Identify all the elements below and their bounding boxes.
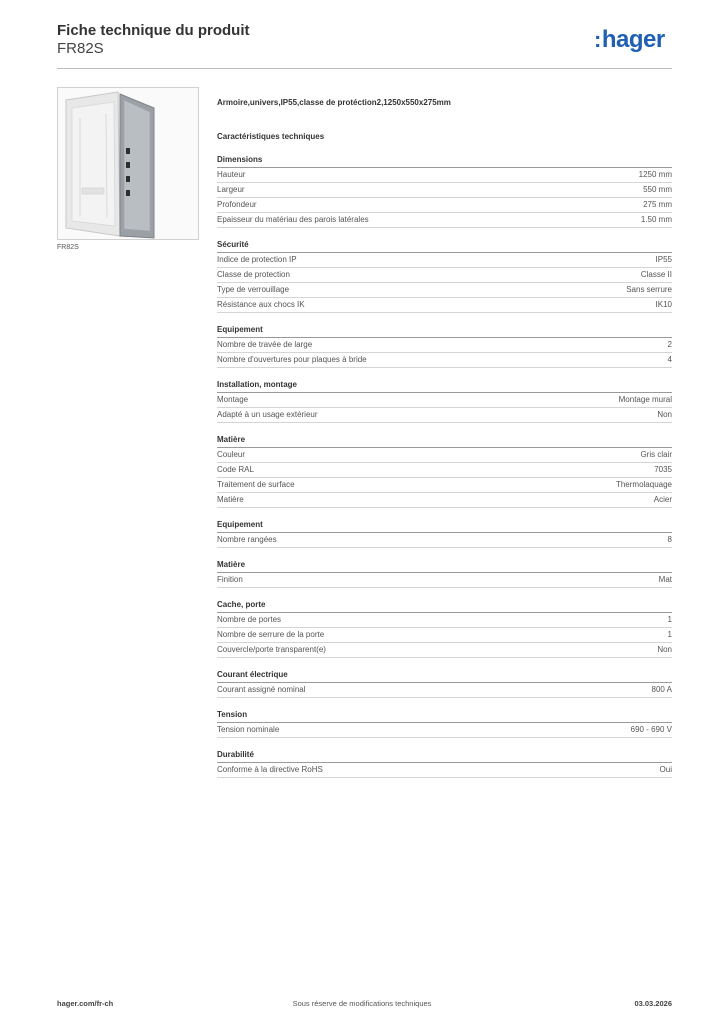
spec-value: 800 A <box>651 685 672 694</box>
spec-section <box>217 433 672 508</box>
spec-value: 7035 <box>654 465 672 474</box>
spec-row <box>217 628 672 643</box>
section-heading: Matière <box>217 433 672 448</box>
section-heading: Matière <box>217 558 672 573</box>
spec-label: Traitement de surface <box>217 480 295 489</box>
spec-value: 1250 mm <box>638 170 672 179</box>
spec-row <box>217 463 672 478</box>
spec-label: Nombre rangées <box>217 535 277 544</box>
spec-label: Tension nominale <box>217 725 280 734</box>
section-heading: Courant électrique <box>217 668 672 683</box>
spec-row <box>217 613 672 628</box>
spec-label: Nombre de travée de large <box>217 340 313 349</box>
footer-date: 03.03.2026 <box>634 999 672 1008</box>
spec-label: Epaisseur du matériau des parois latérales <box>217 215 369 224</box>
spec-label: Courant assigné nominal <box>217 685 306 694</box>
characteristics-title: Caractéristiques techniques <box>217 132 325 141</box>
spec-value: Montage mural <box>618 395 672 404</box>
spec-row <box>217 533 672 548</box>
spec-label: Adapté à un usage extérieur <box>217 410 318 419</box>
spec-label: Nombre de portes <box>217 615 282 624</box>
spec-value: 2 <box>667 340 672 349</box>
spec-content <box>217 97 672 778</box>
spec-row <box>217 353 672 368</box>
section-heading: Dimensions <box>217 153 672 168</box>
footer-website: hager.com/fr-ch <box>57 999 114 1008</box>
spec-row <box>217 298 672 313</box>
footer-notice: Sous réserve de modifications techniques <box>292 999 432 1008</box>
spec-value: 4 <box>667 355 672 364</box>
spec-label: Conforme à la directive RoHS <box>217 765 323 774</box>
spec-value: 1.50 mm <box>640 215 672 224</box>
spec-value: Acier <box>653 495 672 504</box>
spec-value: Thermolaquage <box>615 480 672 489</box>
spec-row <box>217 683 672 698</box>
spec-section <box>217 748 672 778</box>
spec-label: Montage <box>217 395 249 404</box>
section-heading: Equipement <box>217 323 672 338</box>
logo-colon-mark: : <box>594 27 601 52</box>
spec-value: Mat <box>658 575 672 584</box>
spec-row <box>217 408 672 423</box>
spec-value: Oui <box>659 765 672 774</box>
spec-label: Résistance aux chocs IK <box>217 300 305 309</box>
spec-row <box>217 198 672 213</box>
spec-section <box>217 378 672 423</box>
spec-section <box>217 153 672 228</box>
spec-row <box>217 493 672 508</box>
spec-section <box>217 518 672 548</box>
spec-value: Sans serrure <box>626 285 672 294</box>
spec-value: 275 mm <box>643 200 672 209</box>
spec-value: 8 <box>667 535 672 544</box>
spec-row <box>217 183 672 198</box>
spec-row <box>217 268 672 283</box>
spec-sections <box>217 153 672 778</box>
spec-row <box>217 478 672 493</box>
section-heading: Cache, porte <box>217 598 672 613</box>
spec-label: Matière <box>217 495 244 504</box>
spec-row <box>217 168 672 183</box>
spec-row <box>217 763 672 778</box>
section-heading: Equipement <box>217 518 672 533</box>
spec-label: Finition <box>217 575 243 584</box>
spec-label: Classe de protection <box>217 270 290 279</box>
section-heading: Installation, montage <box>217 378 672 393</box>
logo-text: hager <box>601 26 665 53</box>
hager-logo <box>594 28 665 52</box>
spec-label: Couvercle/porte transparent(e) <box>217 645 326 654</box>
spec-row <box>217 213 672 228</box>
spec-row <box>217 448 672 463</box>
spec-section <box>217 708 672 738</box>
spec-label: Type de verrouillage <box>217 285 290 294</box>
spec-label: Couleur <box>217 450 246 459</box>
spec-value: Gris clair <box>640 450 672 459</box>
spec-row <box>217 338 672 353</box>
header-divider <box>57 68 672 69</box>
spec-value: IP55 <box>655 255 672 264</box>
spec-section <box>217 598 672 658</box>
spec-value: 1 <box>667 615 672 624</box>
spec-label: Hauteur <box>217 170 246 179</box>
spec-row <box>217 393 672 408</box>
spec-label: Profondeur <box>217 200 257 209</box>
section-heading: Tension <box>217 708 672 723</box>
page-title: Fiche technique du produit <box>57 22 250 39</box>
product-image <box>57 87 199 240</box>
spec-row <box>217 253 672 268</box>
spec-value: IK10 <box>655 300 672 309</box>
spec-value: Non <box>657 645 672 654</box>
section-heading: Durabilité <box>217 748 672 763</box>
spec-label: Indice de protection IP <box>217 255 297 264</box>
spec-label: Largeur <box>217 185 245 194</box>
spec-value: 690 - 690 V <box>630 725 672 734</box>
section-heading: Sécurité <box>217 238 672 253</box>
cabinet-illustration <box>58 88 198 239</box>
spec-label: Nombre de serrure de la porte <box>217 630 325 639</box>
spec-value: Classe II <box>640 270 672 279</box>
spec-value: 550 mm <box>643 185 672 194</box>
spec-section <box>217 668 672 698</box>
spec-row <box>217 723 672 738</box>
image-caption: FR82S <box>57 244 79 251</box>
spec-label: Code RAL <box>217 465 254 474</box>
spec-section <box>217 558 672 588</box>
spec-value: Non <box>657 410 672 419</box>
spec-value: 1 <box>667 630 672 639</box>
product-reference: FR82S <box>57 40 104 57</box>
spec-label: Nombre d'ouvertures pour plaques à bride <box>217 355 367 364</box>
spec-row <box>217 643 672 658</box>
spec-section <box>217 323 672 368</box>
product-description: Armoire,univers,IP55,classe de protéction2,1250x550x275mm <box>217 98 451 107</box>
spec-row <box>217 573 672 588</box>
spec-section <box>217 238 672 313</box>
spec-row <box>217 283 672 298</box>
